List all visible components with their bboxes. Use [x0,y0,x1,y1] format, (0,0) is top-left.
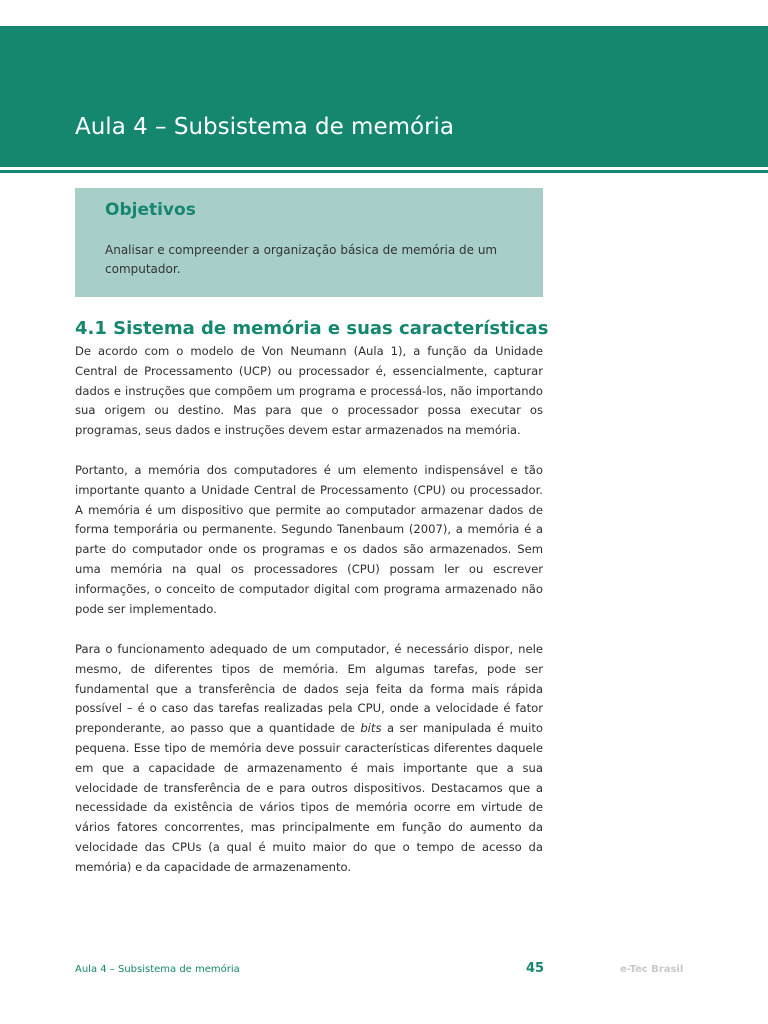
page-number: 45 [526,961,545,976]
objectives-heading: Objetivos [105,200,196,220]
emphasized-term: bits [360,721,382,736]
paragraph-text: a ser manipulada é muito pequena. Esse tipo de memória deve possuir características diferentes daquele em que a capacidade de armazenamento é mais importante que a sua velocidade de transferência de e para outros dispositivos. Destacamos que a necessidade da existência de vários tipos de memória ocorre em virtude de vários fatores concorrentes, mas principalmente em função do aumento da velocidade das CPUs (a qual é muito maior do que o tempo de acesso da memória) e da capacidade de armazenamento. [75,721,543,874]
body-paragraph [75,461,543,619]
objectives-text: Analisar e compreender a organização básica de memória de um computador. [105,243,498,276]
section-heading: 4.1 Sistema de memória e suas características [75,318,549,339]
header-rule [0,170,768,173]
body-paragraph [75,640,543,878]
paragraph-text: Para o funcionamento adequado de um computador, é necessário dispor, nele mesmo, de diferentes tipos de memória. Em algumas tarefas, pode ser fundamental que a transferência de dados seja feita da forma mais rápida possível – é o caso das tarefas realizadas pela CPU, onde a velocidade é fator preponderante, ao passo que a quantidade de [75,642,543,736]
paragraph-text: De acordo com o modelo de Von Neumann (Aula 1), a função da Unidade Central de Processamento (UCP) ou processador é, essencialmente, capturar dados e instruções que compõem um programa e processá-los, não importando sua origem ou destino. Mas para que o processador possa executar os programas, seus dados e instruções devem estar armazenados na memória. [75,344,543,438]
footer-publisher: e-Tec Brasil [620,964,684,975]
header-band [0,26,768,167]
body-paragraph [75,342,543,441]
objectives-box [75,188,543,297]
footer-chapter-title: Aula 4 – Subsistema de memória [75,964,240,975]
paragraph-text: Portanto, a memória dos computadores é um elemento indispensável e tão importante quanto a Unidade Central de Processamento (CPU) ou processador. A memória é um dispositivo que permite ao computador armazenar dados de forma temporária ou permanente. Segundo Tanenbaum (2007), a memória é a parte do computador onde os programas e os dados são armazenados. Sem uma memória na qual os processadores (CPU) possam ler ou escrever informações, o conceito de computador digital com programa armazenado não pode ser implementado. [75,463,543,616]
page-title: Aula 4 – Subsistema de memória [75,114,455,140]
